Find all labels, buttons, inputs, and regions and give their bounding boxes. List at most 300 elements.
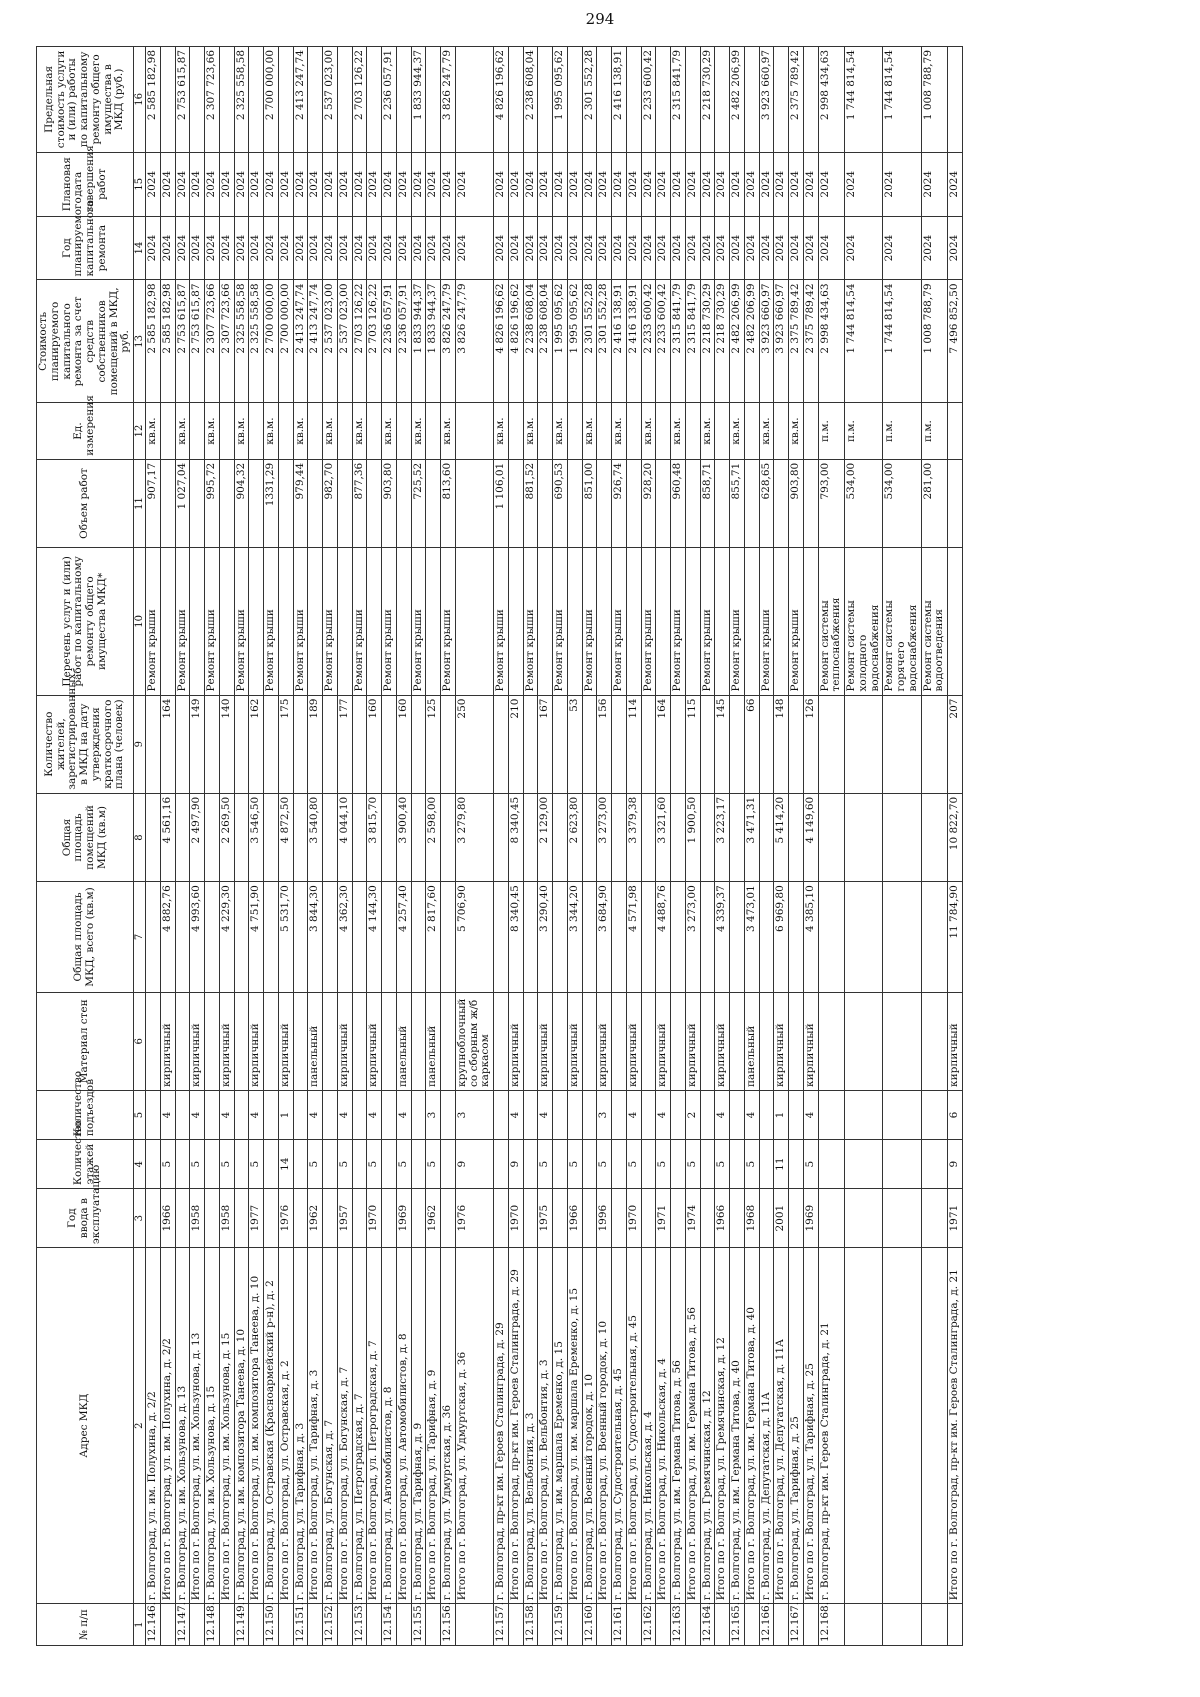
table-cell [597, 548, 612, 695]
table-cell: 2 307 723,66 [205, 280, 220, 403]
table-cell: 3 473,01 [744, 882, 759, 993]
table-cell [921, 793, 948, 881]
table-cell: 11 [774, 1140, 789, 1189]
table-cell [641, 882, 656, 993]
column-header: Год ввода в эксплуатацию [37, 1189, 134, 1248]
table-row [494, 47, 509, 1646]
column-number: 2 [134, 1248, 146, 1604]
table-cell [264, 1090, 279, 1139]
table-cell: г. Волгоград, ул. Тарифная, д. 3 [293, 1248, 308, 1604]
table-cell [921, 1090, 948, 1139]
table-cell: 7 496 852,50 [948, 280, 963, 403]
table-cell: 928,20 [641, 459, 656, 547]
table-cell [845, 695, 883, 793]
table-cell: 156 [597, 695, 612, 793]
column-number: 6 [134, 992, 146, 1090]
table-cell: 12.155. [411, 1604, 426, 1646]
table-cell: 2001 [774, 1189, 789, 1248]
table-cell: 2024 [818, 152, 845, 216]
table-cell: 250 [455, 695, 493, 793]
table-cell: 2024 [323, 152, 338, 216]
table-cell: 66 [744, 695, 759, 793]
table-cell [367, 403, 382, 459]
column-header: Ед. измерения [37, 403, 134, 459]
table-cell: кирпичный [337, 992, 352, 1090]
table-cell: кирпичный [249, 992, 264, 1090]
table-cell [883, 1248, 921, 1604]
table-cell: 4 [744, 1090, 759, 1139]
table-cell [641, 695, 656, 793]
table-cell [730, 882, 745, 993]
table-cell [567, 1090, 582, 1139]
table-row [671, 47, 686, 1646]
table-cell [382, 695, 397, 793]
table-cell [921, 1189, 948, 1248]
table-cell: 2 537 023,00 [323, 47, 338, 153]
table-cell: г. Волгоград, ул. им. Германа Титова, д. 40 [730, 1248, 745, 1604]
table-cell: 793,00 [818, 459, 845, 547]
table-cell [759, 882, 774, 993]
table-cell [553, 793, 568, 881]
table-cell: 2024 [744, 152, 759, 216]
table-cell: 1 008 788,79 [921, 47, 948, 153]
table-cell [553, 1140, 568, 1189]
table-row-total [337, 47, 352, 1646]
table-cell: 2024 [641, 216, 656, 280]
table-cell: кирпичный [948, 992, 963, 1090]
table-cell [382, 992, 397, 1090]
table-cell [523, 1090, 538, 1139]
table-cell: 2 817,60 [426, 882, 441, 993]
table-cell: 1966 [160, 1189, 175, 1248]
table-cell: 2 416 138,91 [626, 280, 641, 403]
table-cell: 2 700 000,00 [264, 47, 279, 153]
table-cell [538, 548, 553, 695]
table-cell: 2 703 126,22 [367, 280, 382, 403]
table-cell [582, 882, 597, 993]
column-number: 4 [134, 1140, 146, 1189]
table-cell [205, 695, 220, 793]
table-cell: 2024 [948, 216, 963, 280]
table-cell [921, 1140, 948, 1189]
table-cell: 858,71 [700, 459, 715, 547]
table-cell [175, 695, 190, 793]
table-cell [494, 1189, 509, 1248]
table-cell: 2024 [308, 216, 323, 280]
table-cell: 904,32 [234, 459, 249, 547]
table-cell: 2 585 182,98 [160, 280, 175, 403]
table-cell: 1996 [597, 1189, 612, 1248]
column-number: 1 [134, 1604, 146, 1646]
table-cell: кирпичный [278, 992, 293, 1090]
table-cell [700, 1189, 715, 1248]
column-number: 15 [134, 152, 146, 216]
table-cell: 12.148. [205, 1604, 220, 1646]
table-cell: г. Волгоград, ул. Богунская, д. 7 [323, 1248, 338, 1604]
table-cell [803, 403, 818, 459]
table-cell [455, 1604, 493, 1646]
table-cell: 2024 [671, 152, 686, 216]
table-cell: 1958 [190, 1189, 205, 1248]
table-cell [219, 548, 234, 695]
table-cell: кирпичный [219, 992, 234, 1090]
table-cell: 2024 [396, 216, 411, 280]
table-cell: 2 233 600,42 [641, 47, 656, 153]
table-cell: 12.150. [264, 1604, 279, 1646]
table-cell: 5 [626, 1140, 641, 1189]
table-cell: кв.м. [146, 403, 161, 459]
table-cell [508, 403, 523, 459]
table-cell: 851,00 [582, 459, 597, 547]
table-cell: 4 257,40 [396, 882, 411, 993]
table-cell [553, 1090, 568, 1139]
table-cell: 6 [948, 1090, 963, 1139]
table-row [441, 47, 456, 1646]
table-row [789, 47, 804, 1646]
table-cell [367, 1604, 382, 1646]
table-cell: 281,00 [921, 459, 948, 547]
table-cell: 2024 [626, 152, 641, 216]
table-cell [323, 695, 338, 793]
table-cell [352, 882, 367, 993]
table-cell [494, 882, 509, 993]
table-cell: 2024 [337, 216, 352, 280]
table-cell: г. Волгоград, ул. им. Хользунова, д. 13 [175, 1248, 190, 1604]
table-cell: 2024 [789, 216, 804, 280]
table-cell: 3 344,20 [567, 882, 582, 993]
table-cell [641, 793, 656, 881]
table-cell: 2 375 789,42 [803, 280, 818, 403]
table-cell [685, 47, 700, 153]
table-cell: Итого по г. Волгоград, ул. Депутатская, д. 11А [774, 1248, 789, 1604]
table-cell: 2 482 206,99 [730, 280, 745, 403]
table-cell: 2024 [426, 152, 441, 216]
table-cell: 2024 [656, 216, 671, 280]
table-cell: 2 497,90 [190, 793, 205, 881]
table-cell: 4 826 196,62 [494, 47, 509, 153]
table-cell: 2 753 615,87 [175, 47, 190, 153]
table-cell [612, 695, 627, 793]
table-row-total [626, 47, 641, 1646]
table-cell [582, 1140, 597, 1189]
table-cell [803, 47, 818, 153]
table-cell [845, 1248, 883, 1604]
table-cell: 2024 [352, 216, 367, 280]
table-cell [494, 992, 509, 1090]
table-cell: 2 238 608,04 [523, 280, 538, 403]
table-cell [641, 1189, 656, 1248]
table-cell: 1970 [367, 1189, 382, 1248]
table-cell [323, 1090, 338, 1139]
table-cell [744, 459, 759, 547]
table-cell: г. Волгоград, ул. Вельбонтия, д. 3 [523, 1248, 538, 1604]
table-cell: 12.154. [382, 1604, 397, 1646]
table-cell: 2024 [146, 216, 161, 280]
table-cell: 690,53 [553, 459, 568, 547]
table-cell [278, 1604, 293, 1646]
table-cell [234, 882, 249, 993]
table-cell [715, 459, 730, 547]
column-header: Количество этажей [37, 1140, 134, 1189]
table-cell: 1969 [803, 1189, 818, 1248]
table-cell: 10 822,70 [948, 793, 963, 881]
table-cell: Итого по г. Волгоград, ул. Богунская, д. 7 [337, 1248, 352, 1604]
table-cell: 1 995 095,62 [567, 280, 582, 403]
table-cell: 2024 [685, 216, 700, 280]
table-cell: г. Волгоград, ул. Депутатская, д. 11А [759, 1248, 774, 1604]
table-cell: 4 826 196,62 [494, 280, 509, 403]
table-cell: г. Волгоград, ул. Тарифная, д. 25 [789, 1248, 804, 1604]
table-cell: 2024 [626, 216, 641, 280]
table-cell [367, 548, 382, 695]
table-cell: кирпичный [774, 992, 789, 1090]
table-cell: 12.146. [146, 1604, 161, 1646]
table-cell [494, 695, 509, 793]
table-cell [921, 1248, 948, 1604]
table-cell [656, 548, 671, 695]
table-cell: 3 844,30 [308, 882, 323, 993]
table-cell [441, 695, 456, 793]
table-cell [441, 1189, 456, 1248]
table-cell [845, 882, 883, 993]
table-cell [921, 695, 948, 793]
table-cell [538, 403, 553, 459]
table-cell: 2024 [455, 152, 493, 216]
table-cell: 4 [249, 1090, 264, 1139]
table-cell: 2 301 552,28 [597, 280, 612, 403]
table-cell: 2 753 615,87 [190, 280, 205, 403]
table-cell: 2024 [656, 152, 671, 216]
table-cell: Итого по г. Волгоград, пр-кт им. Героев Сталинграда, д. 21 [948, 1248, 963, 1604]
table-cell: 2 238 608,04 [523, 47, 538, 153]
table-cell: 2 129,00 [538, 793, 553, 881]
table-cell: кв.м. [730, 403, 745, 459]
table-cell: 4 571,98 [626, 882, 641, 993]
table-cell: 2 413 247,74 [293, 47, 308, 153]
table-cell: Ремонт крыши [441, 548, 456, 695]
table-row [612, 47, 627, 1646]
table-cell: 160 [367, 695, 382, 793]
table-cell [845, 1189, 883, 1248]
table-cell: кв.м. [494, 403, 509, 459]
table-cell [671, 1140, 686, 1189]
table-row [411, 47, 426, 1646]
table-cell [382, 1140, 397, 1189]
table-cell [441, 1090, 456, 1139]
table-cell: 2024 [508, 216, 523, 280]
table-cell: 2 236 057,91 [382, 47, 397, 153]
table-cell: 189 [308, 695, 323, 793]
table-cell: кв.м. [264, 403, 279, 459]
table-cell [671, 992, 686, 1090]
table-cell: 2 598,00 [426, 793, 441, 881]
table-cell [921, 1604, 948, 1646]
table-cell: 5 [160, 1140, 175, 1189]
table-cell: Ремонт крыши [234, 548, 249, 695]
table-cell: 2024 [249, 216, 264, 280]
column-header: Общая площадь помещений МКД (кв.м) [37, 793, 134, 881]
table-cell: 2024 [441, 152, 456, 216]
table-row-total [426, 47, 441, 1646]
table-cell [396, 459, 411, 547]
table-cell: кв.м. [175, 403, 190, 459]
table-cell: 126 [803, 695, 818, 793]
table-cell: 2024 [411, 152, 426, 216]
table-cell: 1 008 788,79 [921, 280, 948, 403]
table-cell [293, 1090, 308, 1139]
table-cell: 1962 [426, 1189, 441, 1248]
table-cell [508, 548, 523, 695]
table-row-total [538, 47, 553, 1646]
table-cell: 1957 [337, 1189, 352, 1248]
table-cell [352, 1189, 367, 1248]
table-cell [160, 403, 175, 459]
table-cell: 12.164. [700, 1604, 715, 1646]
table-cell [523, 882, 538, 993]
table-cell: 2024 [567, 152, 582, 216]
table-cell: 2 307 723,66 [219, 280, 234, 403]
table-cell: 1 [774, 1090, 789, 1139]
table-cell [293, 992, 308, 1090]
table-cell: 3 273,00 [685, 882, 700, 993]
table-cell [293, 1140, 308, 1189]
table-cell: 2024 [700, 152, 715, 216]
table-cell [715, 403, 730, 459]
table-cell [396, 403, 411, 459]
table-cell [146, 1189, 161, 1248]
table-cell: 5 414,20 [774, 793, 789, 881]
table-cell: кв.м. [612, 403, 627, 459]
table-cell [612, 1140, 627, 1189]
table-cell: 2024 [160, 216, 175, 280]
table-cell [352, 793, 367, 881]
column-header: Год планируемого капитального ремонта [37, 216, 134, 280]
table-cell [352, 992, 367, 1090]
table-cell [278, 459, 293, 547]
table-cell: Ремонт крыши [205, 548, 220, 695]
table-cell: 160 [396, 695, 411, 793]
table-cell: 177 [337, 695, 352, 793]
table-row [641, 47, 656, 1646]
column-header: № п/п [37, 1604, 134, 1646]
table-cell: 855,71 [730, 459, 745, 547]
table-cell [700, 695, 715, 793]
table-cell: 2024 [921, 216, 948, 280]
table-cell: панельный [744, 992, 759, 1090]
table-cell [441, 793, 456, 881]
table-cell: кирпичный [685, 992, 700, 1090]
table-cell: 2024 [160, 152, 175, 216]
table-row-total [685, 47, 700, 1646]
table-body [146, 47, 963, 1646]
table-cell: 4 872,50 [278, 793, 293, 881]
table-cell: 1968 [744, 1189, 759, 1248]
table-cell [175, 793, 190, 881]
table-cell: 145 [715, 695, 730, 793]
table-cell: 4 [656, 1090, 671, 1139]
table-cell: 2 325 558,58 [249, 280, 264, 403]
table-cell [382, 1090, 397, 1139]
table-cell: Итого по г. Волгоград, пр-кт им. Героев Сталинграда, д. 29 [508, 1248, 523, 1604]
table-cell: Итого по г. Волгоград, ул. им. Хользунова, д. 13 [190, 1248, 205, 1604]
table-cell: 12.166. [759, 1604, 774, 1646]
table-cell: кв.м. [352, 403, 367, 459]
table-cell [759, 1090, 774, 1139]
table-cell [553, 1189, 568, 1248]
table-cell: г. Волгоград, ул. Петроградская, д. 7 [352, 1248, 367, 1604]
table-cell: 2024 [352, 152, 367, 216]
table-cell: 175 [278, 695, 293, 793]
table-cell [538, 47, 553, 153]
table-cell [190, 459, 205, 547]
table-cell [626, 403, 641, 459]
table-cell: 2024 [803, 216, 818, 280]
table-cell: 2024 [774, 216, 789, 280]
table-cell: г. Волгоград, ул. Никольская, д. 4 [641, 1248, 656, 1604]
table-cell [352, 1090, 367, 1139]
table-cell: 3 [597, 1090, 612, 1139]
table-cell [641, 1140, 656, 1189]
table-cell: кв.м. [523, 403, 538, 459]
table-cell: 2 325 558,58 [234, 280, 249, 403]
table-cell: кв.м. [205, 403, 220, 459]
table-cell [789, 793, 804, 881]
table-cell: 164 [656, 695, 671, 793]
table-cell: 2024 [641, 152, 656, 216]
table-cell [641, 1090, 656, 1139]
table-cell: 207 [948, 695, 963, 793]
repair-plan-table [36, 46, 963, 1646]
table-cell: 2024 [382, 216, 397, 280]
column-number: 3 [134, 1189, 146, 1248]
table-cell: 979,44 [293, 459, 308, 547]
table-cell [293, 1189, 308, 1248]
table-cell: 2024 [205, 216, 220, 280]
table-cell [818, 793, 845, 881]
table-cell [411, 1140, 426, 1189]
table-cell: 140 [219, 695, 234, 793]
table-cell [700, 1090, 715, 1139]
table-cell [656, 459, 671, 547]
table-cell [426, 403, 441, 459]
table-cell [744, 47, 759, 153]
table-cell: Ремонт системы водоотведения [921, 548, 948, 695]
column-header: Количество жителей, зарегистрированных в МКД на дату утверждения краткосрочного плана (человек) [37, 695, 134, 793]
table-cell: 164 [160, 695, 175, 793]
table-cell: Ремонт крыши [382, 548, 397, 695]
table-cell: Итого по г. Волгоград, ул. им. композитора Танеева, д. 10 [249, 1248, 264, 1604]
table-cell: 1977 [249, 1189, 264, 1248]
table-cell: 2 301 552,28 [582, 280, 597, 403]
table-cell: 12.163. [671, 1604, 686, 1646]
table-cell: 2 623,80 [567, 793, 582, 881]
table-cell: 2024 [411, 216, 426, 280]
table-row-total [508, 47, 523, 1646]
table-cell: 5 531,70 [278, 882, 293, 993]
table-cell: 5 [337, 1140, 352, 1189]
table-row [700, 47, 715, 1646]
table-cell [160, 459, 175, 547]
table-cell: 3 923 660,97 [759, 280, 774, 403]
table-cell [948, 548, 963, 695]
table-cell: 2 703 126,22 [352, 280, 367, 403]
table-cell: 2024 [597, 152, 612, 216]
table-row [264, 47, 279, 1646]
table-cell [789, 882, 804, 993]
table-row-total [249, 47, 264, 1646]
table-cell [323, 793, 338, 881]
table-cell: 2 700 000,00 [264, 280, 279, 403]
